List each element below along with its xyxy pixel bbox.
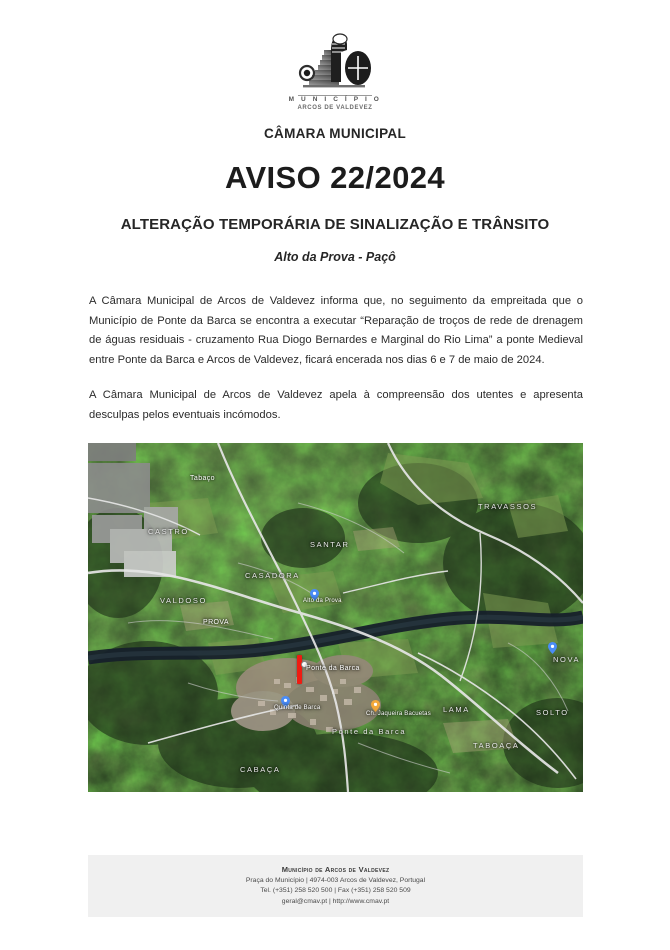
footer-phone: Tel. (+351) 258 520 500 | Fax (+351) 258 520 509 — [260, 887, 411, 895]
map-label: CABAÇA — [240, 765, 281, 774]
notice-body — [89, 292, 583, 425]
organization-heading: CÂMARA MUNICIPAL — [263, 126, 407, 141]
map-label: TABOAÇA — [473, 741, 520, 750]
logo-text-municipio: M U N I C Í P I O — [288, 96, 382, 103]
location-subheading: Alto da Prova - Paçô — [274, 250, 396, 264]
coat-of-arms-icon — [291, 30, 379, 92]
map-label: Alto da Prova — [303, 598, 342, 604]
map-label: SANTAR — [310, 540, 350, 549]
map-label: TRAVASSOS — [478, 502, 538, 511]
map-label: CASTRO — [148, 527, 189, 536]
road-closure-marker — [297, 655, 302, 684]
logo-text-arcos-de-valdevez: ARCOS DE VALDEVEZ — [297, 104, 373, 111]
footer-municipality-name: Município de Arcos de Valdevez — [281, 864, 390, 874]
map-poi-pin-nova[interactable] — [548, 641, 557, 653]
map-label: Ponte da Barca — [306, 665, 360, 672]
body-paragraph-1: A Câmara Municipal de Arcos de Valdevez informa que, no seguimento da empreitada que o Município de Ponte da Barca se encontra a executar “Reparação de troços de rede de drenagem de águas residuais - cruzamento Rua Diogo Bernardes e Marginal do Rio Lima” a ponte Medieval entre Ponte da Barca e Arcos de Valdevez, ficará encerada nos dias 6 e 7 de maio de 2024. — [89, 295, 583, 366]
map-label: PROVA — [203, 619, 229, 626]
map-label: VALDOSO — [160, 596, 207, 605]
map-label: NOVA — [553, 655, 581, 664]
map-label: Ch. Jaqueira Bacuetas — [366, 711, 431, 717]
map-poi-pin-quinta-de-barca[interactable] — [281, 695, 290, 707]
map-poi-dot-ponte-da-barca[interactable] — [301, 661, 308, 668]
satellite-imagery — [88, 443, 583, 792]
map-label: Ponte da Barca — [332, 727, 407, 736]
location-map[interactable] — [88, 443, 583, 792]
map-label: CASADORA — [245, 571, 300, 580]
map-label: LAMA — [443, 705, 470, 714]
map-label: SOLTO — [536, 708, 569, 717]
page-title: AVISO 22/2024 — [224, 160, 446, 195]
map-label: Tabaço — [190, 475, 215, 482]
map-poi-pin-alto-da-prova[interactable] — [310, 588, 319, 600]
municipal-logo — [0, 30, 670, 111]
footer-contact: geral@cmav.pt | http://www.cmav.pt — [281, 897, 390, 905]
document-footer — [88, 855, 583, 917]
footer-address: Praça do Município | 4974-003 Arcos de Valdevez, Portugal — [245, 876, 426, 884]
body-paragraph-2: A Câmara Municipal de Arcos de Valdevez apela à compreensão dos utentes e apresenta desculpas pelos eventuais incómodos. — [89, 389, 583, 421]
page-subtitle: ALTERAÇÃO TEMPORÁRIA DE SINALIZAÇÃO E TRÂNSITO — [120, 216, 550, 233]
map-poi-pin-jaqueira[interactable] — [371, 699, 380, 711]
map-label: Quinta de Barca — [274, 705, 321, 711]
